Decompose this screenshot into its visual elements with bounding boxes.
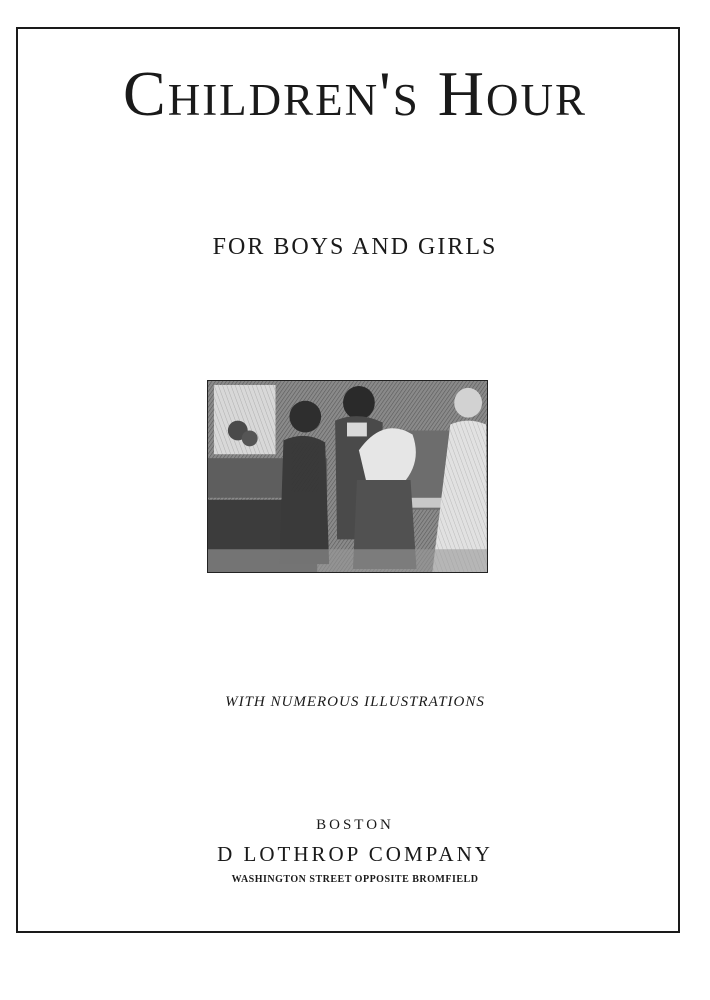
imprint-address: WASHINGTON STREET OPPOSITE BROMFIELD bbox=[231, 874, 479, 885]
illustrations-note: WITH NUMEROUS ILLUSTRATIONS bbox=[225, 694, 485, 710]
frontispiece-illustration bbox=[207, 380, 488, 573]
imprint-city: BOSTON bbox=[316, 817, 394, 833]
book-subtitle: FOR BOYS AND GIRLS bbox=[212, 234, 498, 260]
imprint-publisher: D LOTHROP COMPANY bbox=[217, 842, 493, 866]
book-title: Children's Hour bbox=[123, 58, 587, 129]
